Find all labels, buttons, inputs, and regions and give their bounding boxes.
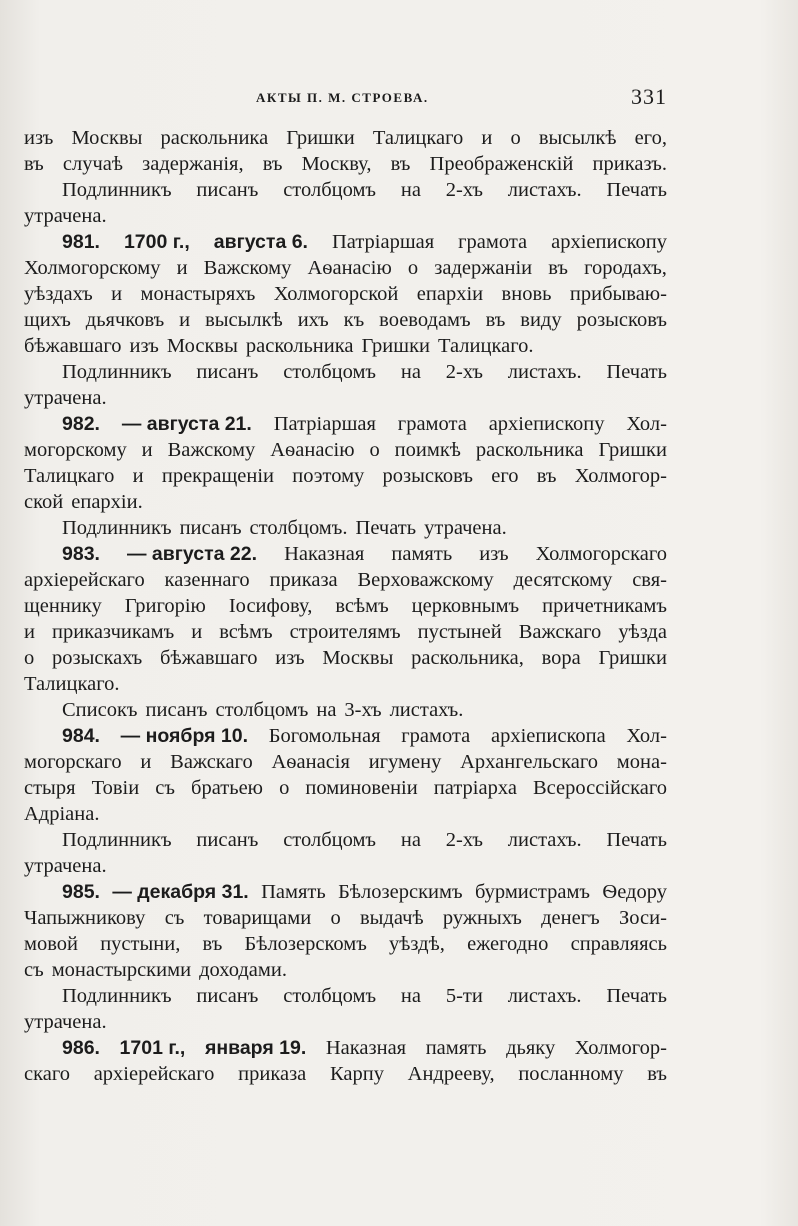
- word: столбцомъ: [283, 179, 377, 201]
- word: и: [140, 751, 152, 773]
- word: и: [141, 439, 153, 461]
- word: архіерейскаго: [24, 569, 145, 591]
- word: ихъ: [297, 309, 329, 331]
- text-line: [24, 879, 667, 905]
- word: Бѣлозерскимъ: [338, 881, 463, 903]
- word: патріарха: [433, 777, 517, 799]
- word: Гришки: [598, 647, 667, 669]
- word: Гришки: [598, 439, 667, 461]
- word: Холмогор-: [574, 1037, 667, 1059]
- word: доходами.: [199, 959, 287, 981]
- word: его,: [634, 127, 667, 149]
- word: и: [191, 621, 203, 643]
- word: Наказная: [325, 1037, 407, 1059]
- word: Товіи: [91, 777, 140, 799]
- word: Андрееву,: [407, 1063, 495, 1085]
- entry-date: августа 6.: [213, 231, 308, 253]
- word: Печать: [606, 829, 667, 851]
- word: Зоси-: [618, 907, 667, 929]
- word: Талицкаго: [372, 127, 464, 149]
- word: посланному: [518, 1063, 624, 1085]
- word: Москву,: [301, 153, 372, 175]
- word: задержаніи: [434, 257, 533, 279]
- word: въ: [536, 465, 557, 487]
- word: листахъ.: [507, 829, 582, 851]
- word: утрачена.: [424, 517, 507, 539]
- word: городахъ,: [584, 257, 667, 279]
- word: писанъ: [196, 179, 259, 201]
- word: Хол-: [626, 413, 667, 435]
- word: Подлинникъ: [62, 829, 172, 851]
- word: приказъ.: [592, 153, 667, 175]
- text-line: [24, 203, 667, 229]
- word: Печать: [355, 517, 417, 539]
- entry-date: — ноября 10.: [120, 725, 249, 747]
- word: Гришки: [286, 127, 355, 149]
- word: раскольника: [475, 439, 584, 461]
- word: мовой: [24, 933, 78, 955]
- word: задержанія,: [142, 153, 244, 175]
- text-line: [24, 385, 667, 411]
- word: епархіи: [416, 283, 484, 305]
- word: писанъ: [196, 985, 259, 1007]
- word: писанъ: [196, 829, 259, 851]
- word: Списокъ: [62, 699, 138, 721]
- word: столбцомъ: [215, 699, 309, 721]
- word: товарищами: [203, 907, 312, 929]
- word: Адріана.: [24, 803, 100, 825]
- word: грамота: [458, 231, 528, 253]
- word: на: [316, 699, 337, 721]
- word: скаго: [24, 1063, 70, 1085]
- text-line: [24, 567, 667, 593]
- word: 3-хъ: [344, 699, 382, 721]
- page-number: 331: [631, 84, 667, 109]
- text-line: [24, 957, 667, 983]
- word: всѣмъ: [219, 621, 273, 643]
- word: Важскому: [203, 257, 292, 279]
- text-line: [24, 1009, 667, 1035]
- text-line: [24, 411, 667, 437]
- text-line: [24, 307, 667, 333]
- word: уѣздахъ: [24, 283, 93, 305]
- word: случаѣ: [62, 153, 124, 175]
- word: поимкѣ: [394, 439, 461, 461]
- word: Подлинникъ: [62, 517, 172, 539]
- text-line: [24, 541, 667, 567]
- word: розыскахъ: [51, 647, 143, 669]
- entry-number: 986.: [62, 1037, 100, 1059]
- word: прекращеніи: [161, 465, 274, 487]
- word: приказа: [238, 1063, 307, 1085]
- word: щихъ: [24, 309, 71, 331]
- text-line: [24, 255, 667, 281]
- word: Холмогорскаго: [535, 543, 667, 565]
- word: память: [425, 1037, 487, 1059]
- word: Аѳанасію: [307, 257, 392, 279]
- word: въ: [548, 257, 569, 279]
- word: грамота: [397, 413, 467, 435]
- word: Холмогорской: [273, 283, 399, 305]
- word: Гришки: [361, 335, 430, 357]
- word: листахъ.: [507, 179, 582, 201]
- text-line: [24, 229, 667, 255]
- word: могорскаго: [24, 751, 122, 773]
- word: щеннику: [24, 595, 102, 617]
- word: Всероссійскаго: [533, 777, 667, 799]
- text-line: [24, 723, 667, 749]
- running-title: АКТЫ П. М. СТРОЕВА.: [256, 90, 429, 105]
- word: листахъ.: [389, 699, 464, 721]
- text-line: [24, 801, 667, 827]
- word: прибываю-: [569, 283, 667, 305]
- word: Верховажскому: [357, 569, 494, 591]
- word: въ: [485, 309, 506, 331]
- word: листахъ.: [507, 361, 582, 383]
- entry-number: 981.: [62, 231, 100, 253]
- word: Аѳанасія: [271, 751, 350, 773]
- word: свя-: [632, 569, 667, 591]
- word: Аѳанасію: [270, 439, 355, 461]
- word: Ѳедору: [602, 881, 667, 903]
- word: розысковъ: [576, 309, 667, 331]
- word: монастыряхъ: [140, 283, 256, 305]
- word: о: [407, 257, 419, 279]
- entry-date: 1700 г.,: [123, 231, 190, 253]
- text-line: [24, 749, 667, 775]
- text-line: [24, 593, 667, 619]
- text-line: [24, 905, 667, 931]
- word: изъ: [24, 127, 54, 149]
- word: пустыней: [417, 621, 502, 643]
- word: Талицкаго.: [24, 673, 120, 695]
- text-line: [24, 1035, 667, 1061]
- word: и: [24, 621, 35, 643]
- word: бѣжавшаго: [24, 335, 122, 357]
- word: Патріаршая: [273, 413, 376, 435]
- word: Талицкаго.: [438, 335, 534, 357]
- word: епархіи.: [71, 491, 143, 513]
- word: Печать: [606, 179, 667, 201]
- word: ежегодно: [467, 933, 549, 955]
- word: и: [111, 283, 123, 305]
- word: утрачена.: [24, 1011, 107, 1033]
- word: о: [369, 439, 380, 461]
- word: архіепископу: [488, 413, 605, 435]
- word: Хол-: [626, 725, 667, 747]
- word: игумену: [368, 751, 442, 773]
- text-line: [24, 125, 667, 151]
- text-line: [24, 697, 667, 723]
- word: Холмогорскому: [24, 257, 161, 279]
- word: изъ: [129, 335, 159, 357]
- word: мона-: [616, 751, 667, 773]
- word: Преображенскій: [429, 153, 574, 175]
- word: писанъ: [196, 361, 259, 383]
- word: въ: [390, 153, 411, 175]
- word: Подлинникъ: [62, 361, 172, 383]
- word: уѣздѣ,: [389, 933, 445, 955]
- word: Архангельскаго: [460, 751, 599, 773]
- word: архіерейскаго: [93, 1063, 215, 1085]
- text-line: [24, 983, 667, 1009]
- word: Печать: [606, 361, 667, 383]
- word: Важскому: [167, 439, 256, 461]
- text-line: [24, 515, 667, 541]
- text-line: [24, 775, 667, 801]
- word: утрачена.: [24, 387, 107, 409]
- word: Подлинникъ: [62, 179, 172, 201]
- word: вновь: [501, 283, 552, 305]
- word: десятскому: [513, 569, 613, 591]
- text-line: [24, 281, 667, 307]
- word: Печать: [606, 985, 667, 1007]
- word: ружныхъ: [442, 907, 522, 929]
- word: братьею: [191, 777, 264, 799]
- word: дьяку: [506, 1037, 556, 1059]
- text-line: [24, 619, 667, 645]
- word: съ: [155, 777, 175, 799]
- word: и: [179, 309, 191, 331]
- word: Москвы: [322, 647, 394, 669]
- word: и: [481, 127, 493, 149]
- word: уѣзда: [618, 621, 667, 643]
- word: Подлинникъ: [62, 985, 172, 1007]
- text-line: [24, 827, 667, 853]
- word: Память: [261, 881, 326, 903]
- word: въ: [647, 1063, 667, 1085]
- word: Патріаршая: [331, 231, 435, 253]
- word: денегъ: [541, 907, 600, 929]
- word: Москвы: [166, 335, 238, 357]
- word: церковнымъ: [411, 595, 520, 617]
- word: монастырскими: [51, 959, 192, 981]
- word: воеводамъ: [379, 309, 471, 331]
- word: приказчикамъ: [51, 621, 175, 643]
- word: на: [400, 829, 421, 851]
- word: въ: [202, 933, 223, 955]
- word: 2-хъ: [445, 829, 483, 851]
- text-line: [24, 333, 667, 359]
- entry-number: 982.: [62, 413, 100, 435]
- word: въ: [262, 153, 283, 175]
- word: 5-ти: [445, 985, 483, 1007]
- word: грамота: [401, 725, 471, 747]
- word: высылкѣ: [205, 309, 283, 331]
- word: Карпу: [329, 1063, 384, 1085]
- word: о: [330, 907, 341, 929]
- word: въ: [24, 153, 44, 175]
- word: поминовеніи: [305, 777, 418, 799]
- word: Богомольная: [268, 725, 381, 747]
- word: съ: [24, 959, 44, 981]
- word: Чапыжникову: [24, 907, 146, 929]
- word: о: [279, 777, 290, 799]
- text-line: [24, 463, 667, 489]
- word: справляясь: [570, 933, 667, 955]
- entry-date: — декабря 31.: [112, 881, 249, 903]
- word: Важскаго: [170, 751, 253, 773]
- word: его: [491, 465, 519, 487]
- text-line: [24, 1061, 667, 1087]
- word: всѣмъ: [335, 595, 389, 617]
- word: и: [132, 465, 144, 487]
- word: Москвы: [71, 127, 143, 149]
- word: утрачена.: [24, 855, 107, 877]
- word: на: [400, 361, 421, 383]
- word: раскольника,: [411, 647, 524, 669]
- word: Іосифову,: [228, 595, 313, 617]
- word: поэтому: [292, 465, 365, 487]
- entry-number: 984.: [62, 725, 100, 747]
- word: строителямъ: [289, 621, 401, 643]
- word: виду: [520, 309, 562, 331]
- text-body: [24, 125, 667, 1087]
- word: дьячковъ: [85, 309, 165, 331]
- word: архіепископа: [491, 725, 606, 747]
- word: о: [510, 127, 521, 149]
- entry-number: 985.: [62, 881, 100, 903]
- word: Григорію: [124, 595, 206, 617]
- word: о: [24, 647, 35, 669]
- word: утрачена.: [24, 205, 107, 227]
- word: вора: [541, 647, 581, 669]
- word: писанъ: [179, 517, 242, 539]
- word: могорскому: [24, 439, 127, 461]
- word: 2-хъ: [445, 179, 483, 201]
- entry-number: 983.: [62, 543, 100, 565]
- word: приказа: [269, 569, 338, 591]
- text-line: [24, 853, 667, 879]
- word: столбцомъ.: [249, 517, 348, 539]
- entry-date: — августа 22.: [127, 543, 258, 565]
- word: Бѣлозерскомъ: [244, 933, 367, 955]
- text-line: [24, 489, 667, 515]
- word: высылкѣ: [538, 127, 617, 149]
- word: Наказная: [284, 543, 365, 565]
- word: раскольника: [245, 335, 354, 357]
- word: съ: [164, 907, 185, 929]
- word: пустыни,: [100, 933, 181, 955]
- word: къ: [343, 309, 365, 331]
- word: на: [400, 179, 421, 201]
- word: столбцомъ: [283, 829, 377, 851]
- word: бѣжавшаго: [160, 647, 258, 669]
- text-line: [24, 671, 667, 697]
- word: Важскаго: [518, 621, 602, 643]
- word: на: [400, 985, 421, 1007]
- text-line: [24, 645, 667, 671]
- entry-date: 1701 г.,: [119, 1037, 186, 1059]
- word: стыря: [24, 777, 76, 799]
- word: причетникамъ: [542, 595, 667, 617]
- word: столбцомъ: [283, 985, 377, 1007]
- word: изъ: [275, 647, 305, 669]
- word: 2-хъ: [445, 361, 483, 383]
- word: Талицкаго: [24, 465, 115, 487]
- entry-date: — августа 21.: [121, 413, 252, 435]
- page-header: [24, 84, 667, 112]
- entry-date: января 19.: [204, 1037, 307, 1059]
- text-line: [24, 437, 667, 463]
- text-line: [24, 177, 667, 203]
- word: казеннаго: [164, 569, 250, 591]
- word: выдачѣ: [359, 907, 424, 929]
- word: Холмогор-: [574, 465, 667, 487]
- word: память: [391, 543, 453, 565]
- word: писанъ: [145, 699, 208, 721]
- word: и: [176, 257, 188, 279]
- word: изъ: [479, 543, 509, 565]
- text-line: [24, 151, 667, 177]
- word: бурмистрамъ: [475, 881, 591, 903]
- word: розысковъ: [382, 465, 473, 487]
- text-line: [24, 359, 667, 385]
- word: столбцомъ: [283, 361, 377, 383]
- word: раскольника: [160, 127, 269, 149]
- word: ской: [24, 491, 64, 513]
- text-line: [24, 931, 667, 957]
- word: листахъ.: [507, 985, 582, 1007]
- word: архіепископу: [551, 231, 667, 253]
